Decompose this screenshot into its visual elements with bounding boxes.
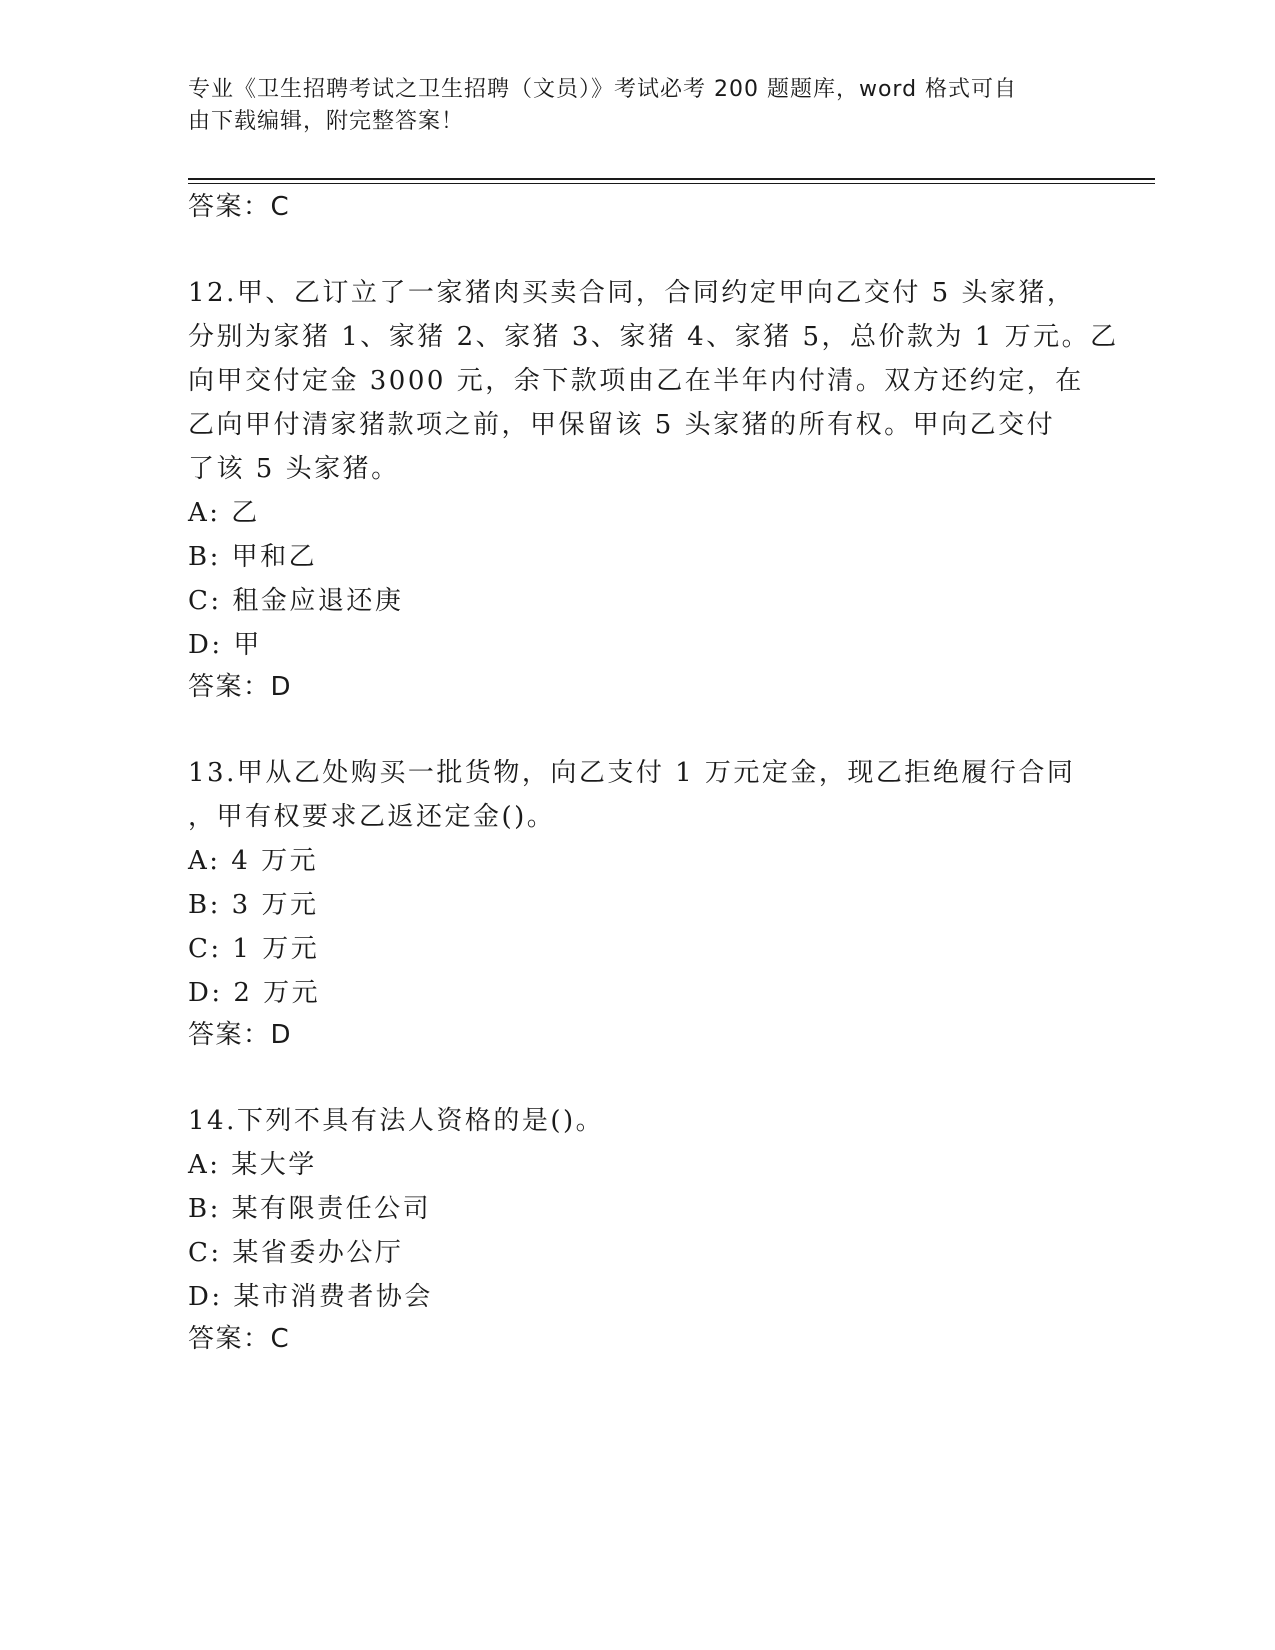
question-14-option-a: A: 某大学 [188, 1150, 317, 1180]
question-14-option-d: D: 某市消费者协会 [188, 1282, 433, 1312]
header-line-2: 由下载编辑，附完整答案！ [188, 109, 465, 134]
header-divider-thin [188, 183, 1155, 184]
header-divider [188, 178, 1155, 180]
question-12-option-a: A: 乙 [188, 498, 260, 528]
previous-answer: 答案：C [188, 192, 291, 222]
question-12-stem-line-5: 了该 5 头家猪。 [188, 454, 400, 484]
question-13-option-a: A: 4 万元 [188, 846, 319, 876]
question-12-option-d: D: 甲 [188, 630, 262, 660]
question-14-option-c: C: 某省委办公厅 [188, 1238, 404, 1268]
question-13-option-d: D: 2 万元 [188, 978, 321, 1008]
question-13-option-b: B: 3 万元 [188, 890, 319, 920]
question-12-stem-line-1: 12.甲、乙订立了一家猪肉买卖合同，合同约定甲向乙交付 5 头家猪， [188, 278, 1076, 308]
question-12-option-b: B: 甲和乙 [188, 542, 318, 572]
question-13-option-c: C: 1 万元 [188, 934, 320, 964]
question-14-answer: 答案：C [188, 1324, 291, 1354]
question-13-stem-line-1: 13.甲从乙处购买一批货物，向乙支付 1 万元定金，现乙拒绝履行合同 [188, 758, 1076, 788]
question-12-option-c: C: 租金应退还庚 [188, 586, 404, 616]
header-line-1: 专业《卫生招聘考试之卫生招聘（文员）》考试必考 200 题题库，word 格式可自 [188, 77, 1018, 102]
question-13-answer: 答案：D [188, 1020, 293, 1050]
document-header [188, 74, 1068, 138]
question-12-stem-line-3: 向甲交付定金 3000 元，余下款项由乙在半年内付清。双方还约定，在 [188, 366, 1084, 396]
question-12-stem-line-4: 乙向甲付清家猪款项之前，甲保留该 5 头家猪的所有权。甲向乙交付 [188, 410, 1056, 440]
question-14-option-b: B: 某有限责任公司 [188, 1194, 432, 1224]
question-12-answer: 答案：D [188, 672, 293, 702]
question-14-stem-line-1: 14.下列不具有法人资格的是()。 [188, 1106, 605, 1136]
question-12-stem-line-2: 分别为家猪 1、家猪 2、家猪 3、家猪 4、家猪 5，总价款为 1 万元。乙 [188, 322, 1119, 352]
question-13-stem-line-2: ，甲有权要求乙返还定金()。 [188, 802, 556, 832]
